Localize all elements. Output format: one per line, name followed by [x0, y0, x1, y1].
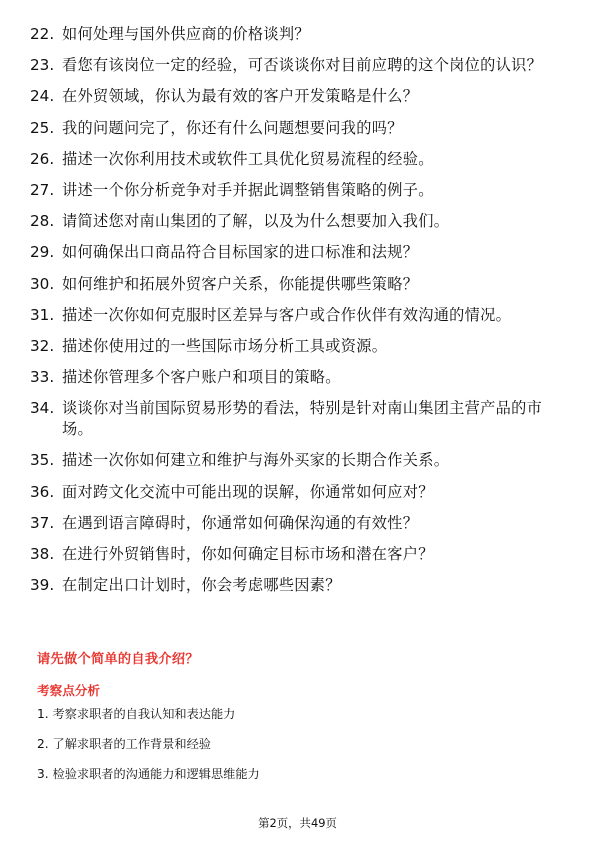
question-item: [30, 336, 570, 357]
question-number: 37.: [30, 513, 55, 532]
question-number: 24.: [30, 87, 55, 106]
question-number: 30.: [30, 274, 55, 293]
question-text: 在外贸领域，你认为最有效的客户开发策略是什么？: [62, 87, 419, 106]
section-title: 请先做个简单的自我介绍？: [37, 652, 199, 667]
question-number: 29.: [30, 243, 55, 262]
question-number: 27.: [30, 180, 55, 199]
question-number: 39.: [30, 576, 55, 595]
analysis-point: 1. 考察求职者的自我认知和表达能力: [37, 707, 236, 721]
question-text: 面对跨文化交流中可能出现的误解，你通常如何应对？: [62, 482, 434, 501]
question-item: [30, 544, 570, 565]
question-text: 描述一次你如何建立和维护与海外买家的长期合作关系。: [62, 451, 450, 470]
question-item: [30, 274, 570, 295]
question-number: 23.: [30, 56, 55, 75]
question-item: [30, 24, 570, 45]
analysis-points: [37, 706, 260, 796]
question-number: 31.: [30, 305, 55, 324]
question-text: 描述你使用过的一些国际市场分析工具或资源。: [62, 336, 388, 355]
question-number: 38.: [30, 545, 55, 563]
question-item: [30, 305, 570, 326]
question-number: 36.: [30, 482, 55, 501]
question-number: 33.: [30, 368, 55, 387]
question-item: [30, 211, 570, 232]
question-item: [30, 86, 570, 107]
question-item: [30, 367, 570, 388]
question-item: [30, 513, 570, 534]
question-number: 32.: [30, 336, 55, 355]
question-list: [30, 24, 570, 606]
analysis-point: 2. 了解求职者的工作背景和经验: [37, 737, 211, 751]
question-text: 我的问题问完了，你还有什么问题想要问我的吗？: [62, 118, 403, 137]
question-text: 讲述一个你分析竞争对手并据此调整销售策略的例子。: [62, 180, 434, 199]
question-text: 如何处理与国外供应商的价格谈判？: [62, 25, 310, 43]
question-text: 如何确保出口商品符合目标国家的进口标准和法规？: [62, 243, 419, 262]
question-text: 描述你管理多个客户账户和项目的策略。: [62, 368, 341, 387]
question-text: 在遇到语言障碍时，你通常如何确保沟通的有效性？: [62, 513, 419, 532]
question-number: 28.: [30, 212, 55, 231]
question-number: 22.: [30, 25, 55, 43]
question-text: 如何维护和拓展外贸客户关系，你能提供哪些策略？: [62, 274, 419, 293]
analysis-point: 3. 检验求职者的沟通能力和逻辑思维能力: [37, 767, 260, 781]
analysis-title: 考察点分析: [37, 683, 100, 698]
question-item: [30, 149, 570, 170]
question-number: 35.: [30, 451, 55, 470]
question-item: [30, 450, 570, 471]
question-item: [30, 398, 570, 440]
question-text: 看您有该岗位一定的经验，可否谈谈你对目前应聘的这个岗位的认识？: [62, 56, 543, 75]
question-item: [30, 118, 570, 139]
question-number: 26.: [30, 149, 55, 168]
question-text: 描述一次你利用技术或软件工具优化贸易流程的经验。: [62, 149, 434, 168]
question-item: [30, 575, 570, 596]
question-item: [30, 242, 570, 263]
question-item: [30, 180, 570, 201]
question-item: [30, 482, 570, 503]
question-text: 在进行外贸销售时，你如何确定目标市场和潜在客户？: [62, 545, 434, 563]
question-text: 描述一次你如何克服时区差异与客户或合作伙伴有效沟通的情况。: [62, 305, 512, 324]
question-number: 25.: [30, 118, 55, 137]
question-text: 在制定出口计划时，你会考虑哪些因素？: [62, 576, 341, 595]
question-text: 谈谈你对当前国际贸易形势的看法，特别是针对南山集团主营产品的市场。: [62, 399, 543, 439]
question-number: 34.: [30, 399, 55, 418]
page-number: 第2页，共49页: [258, 816, 337, 830]
question-text: 请简述您对南山集团的了解，以及为什么想要加入我们。: [62, 212, 450, 231]
question-item: [30, 55, 570, 76]
